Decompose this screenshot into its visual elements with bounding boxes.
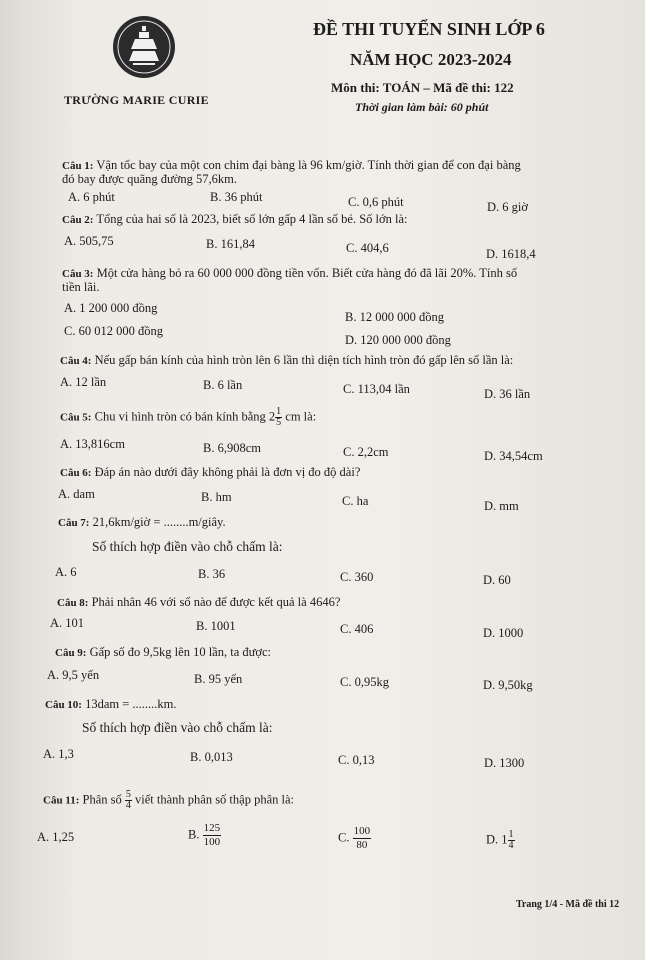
question-2: [62, 212, 407, 227]
option-a[interactable]: A. 1,25: [37, 830, 75, 844]
option-letter: B.: [188, 827, 200, 842]
option-c[interactable]: C. 0,6 phút: [348, 195, 404, 209]
option-d[interactable]: D. 1618,4: [486, 247, 536, 261]
option-letter: C.: [338, 830, 350, 845]
option-c[interactable]: C. 406: [340, 622, 374, 636]
question-10: [45, 697, 177, 712]
option-d[interactable]: D. 60: [483, 573, 511, 587]
question-text: Phải nhân 46 với số nào để được kết quả là 4646?: [91, 595, 341, 609]
fraction-denominator: 4: [125, 800, 131, 811]
option-c[interactable]: C. 0,13: [338, 753, 375, 767]
question-text-after: viết thành phân số thập phân là:: [135, 792, 294, 807]
option-a[interactable]: A. 1 200 000 đồng: [64, 301, 158, 315]
question-text: Vận tốc bay của một con chim đại bàng là 96 km/giờ. Tính thời gian để con đại bàng: [96, 158, 521, 172]
option-c[interactable]: C. 60 012 000 đồng: [64, 324, 163, 338]
question-text: Một cửa hàng bỏ ra 60 000 000 đồng tiền vốn. Biết cửa hàng đó đã lãi 20%. Tính số: [96, 266, 518, 280]
question-label: Câu 4:: [60, 355, 92, 367]
question-6: [60, 465, 360, 480]
option-d[interactable]: D. 9,50kg: [483, 678, 533, 692]
option-b[interactable]: B. 161,84: [206, 237, 255, 251]
page-footer: Trang 1/4 - Mã đề thi 12: [516, 899, 620, 910]
school-year: NĂM HỌC 2023-2024: [350, 50, 512, 69]
mixed-number-fraction: [275, 407, 282, 428]
fraction-numerator: 5: [125, 789, 131, 800]
question-5: [60, 407, 316, 428]
question-text: Tổng của hai số là 2023, biết số lớn gấp 4 lần số bé. Số lớn là:: [96, 212, 408, 226]
option-d[interactable]: D. 36 lần: [484, 387, 531, 401]
option-b[interactable]: B. 36: [198, 567, 226, 581]
fraction-denominator: 100: [203, 836, 221, 848]
option-c[interactable]: C. 404,6: [346, 241, 389, 255]
fraction-numerator: 1: [276, 406, 282, 417]
option-c[interactable]: C. 360: [340, 570, 374, 584]
question-label: Câu 2:: [62, 214, 94, 226]
question-label: Câu 11:: [43, 794, 80, 807]
question-text-line2: Số thích hợp điền vào chỗ chấm là:: [82, 720, 273, 735]
option-a[interactable]: A. 13,816cm: [60, 437, 125, 451]
school-logo-icon: [113, 16, 175, 78]
question-text: 13dam = ........km.: [85, 697, 177, 711]
question-text: Chu vi hình tròn có bán kính bằng: [94, 409, 266, 424]
question-11: [43, 790, 294, 811]
option-a[interactable]: A. 505,75: [64, 234, 114, 248]
question-8: [57, 595, 340, 610]
option-d[interactable]: D. 1300: [484, 756, 525, 770]
question-4: [60, 353, 513, 368]
fraction-numerator: 1: [508, 829, 514, 840]
subject-code: Môn thi: TOÁN – Mã đề thi: 122: [331, 80, 514, 95]
option-fraction: [353, 825, 372, 852]
question-label: Câu 3:: [62, 268, 94, 280]
option-d[interactable]: D. 1000: [483, 626, 524, 640]
option-d[interactable]: D. 34,54cm: [484, 449, 543, 463]
option-a[interactable]: A. 6 phút: [68, 190, 115, 204]
question-1: [62, 158, 521, 173]
question-label: Câu 8:: [57, 597, 89, 609]
question-label: Câu 5:: [60, 411, 92, 424]
option-b[interactable]: B. 0,013: [190, 750, 233, 764]
question-text-line2: đó bay được quãng đường 57,6km.: [62, 172, 238, 186]
option-c[interactable]: [338, 825, 371, 852]
question-3: [62, 266, 517, 281]
question-text: Phân số: [82, 792, 122, 807]
option-b[interactable]: [188, 822, 221, 849]
school-name: TRƯỜNG MARIE CURIE: [64, 93, 209, 107]
exam-duration: Thời gian làm bài: 60 phút: [355, 100, 489, 114]
option-c[interactable]: C. 2,2cm: [343, 445, 389, 459]
option-d[interactable]: D. 120 000 000 đồng: [345, 333, 451, 347]
option-d[interactable]: [486, 830, 515, 851]
exam-title: ĐỀ THI TUYỂN SINH LỚP 6: [313, 19, 545, 39]
option-a[interactable]: A. 9,5 yến: [47, 668, 100, 682]
option-fraction: [203, 822, 222, 849]
question-label: Câu 10:: [45, 699, 82, 711]
question-text-after: cm là:: [285, 409, 317, 424]
option-a[interactable]: A. dam: [58, 487, 95, 501]
option-c[interactable]: C. 0,95kg: [340, 675, 389, 689]
question-label: Câu 7:: [58, 517, 90, 529]
option-c[interactable]: C. 113,04 lần: [343, 382, 410, 396]
fraction-numerator: 125: [203, 822, 221, 834]
question-text-line2: Số thích hợp điền vào chỗ chấm là:: [92, 539, 283, 554]
question-7: [58, 515, 226, 530]
question-fraction: [125, 790, 132, 811]
option-b[interactable]: B. 95 yến: [194, 672, 243, 686]
option-d[interactable]: D. mm: [484, 499, 519, 513]
fraction-numerator: 100: [353, 825, 371, 837]
fraction-denominator: 80: [356, 839, 368, 851]
option-fraction: [508, 830, 515, 851]
question-text: 21,6km/giờ = ........m/giây.: [92, 515, 226, 529]
question-text-line2: tiền lãi.: [62, 280, 100, 294]
question-text: Đáp án nào dưới đây không phải là đơn vị đo độ dài?: [94, 465, 361, 479]
option-b[interactable]: B. 6,908cm: [203, 441, 261, 455]
option-b[interactable]: B. 6 lần: [203, 378, 243, 392]
option-a[interactable]: A. 6: [55, 565, 77, 579]
question-label: Câu 1:: [62, 160, 94, 172]
question-label: Câu 9:: [55, 647, 87, 659]
option-c[interactable]: C. ha: [342, 494, 369, 508]
option-a[interactable]: A. 1,3: [43, 747, 74, 761]
option-b[interactable]: B. 36 phút: [210, 190, 263, 204]
option-a[interactable]: A. 101: [50, 616, 85, 630]
option-letter: D. 1: [486, 832, 508, 847]
option-b[interactable]: B. 1001: [196, 619, 236, 633]
option-a[interactable]: A. 12 lần: [60, 375, 107, 389]
question-text: Gấp số đo 9,5kg lên 10 lần, ta được:: [89, 645, 272, 659]
option-d[interactable]: D. 6 giờ: [487, 200, 528, 214]
mixed-number-whole: 2: [268, 409, 276, 424]
fraction-denominator: 4: [508, 840, 514, 851]
option-b[interactable]: B. 12 000 000 đồng: [345, 310, 444, 324]
question-9: [55, 645, 271, 660]
question-label: Câu 6:: [60, 467, 92, 479]
fraction-denominator: 5: [276, 417, 282, 428]
question-text: Nếu gấp bán kính của hình tròn lên 6 lần thì diện tích hình tròn đó gấp lên số lần là:: [94, 353, 514, 367]
option-b[interactable]: B. hm: [201, 490, 232, 504]
